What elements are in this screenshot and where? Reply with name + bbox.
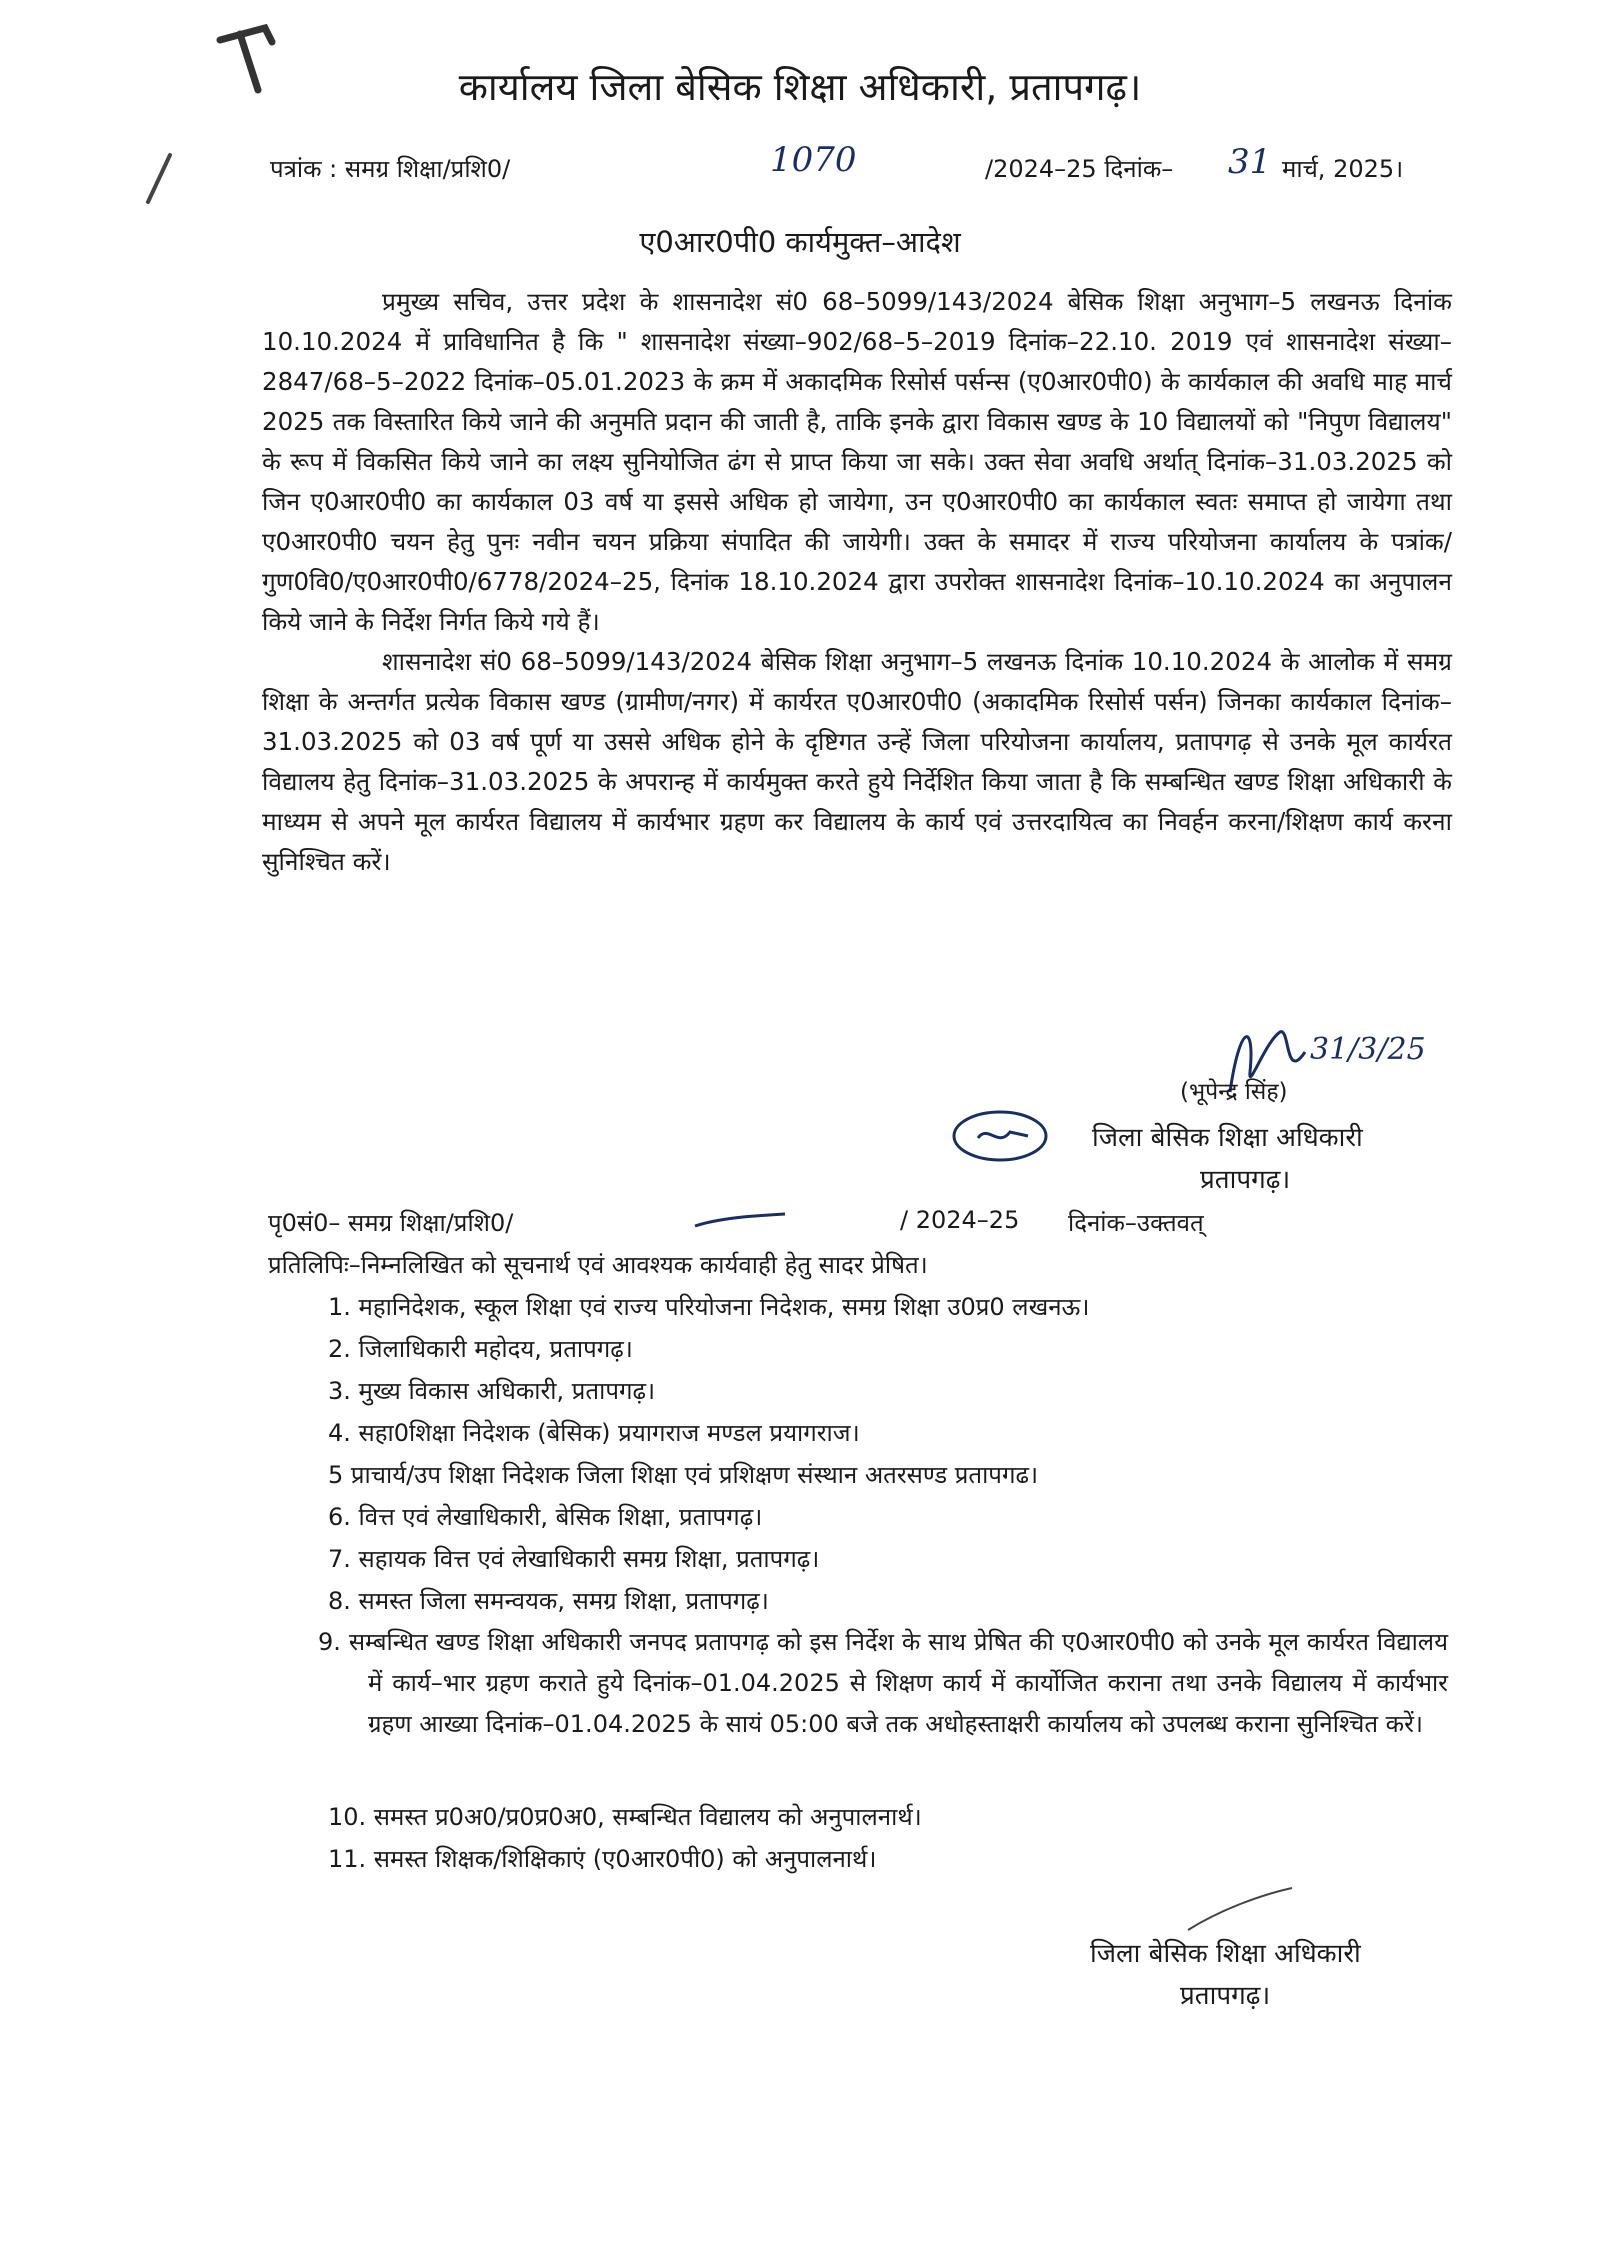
endorsement-ref-prefix: पृ0सं0– समग्र शिक्षा/प्रशि0/	[268, 1209, 514, 1237]
copy-item: 2. जिलाधिकारी महोदय, प्रतापगढ़।	[328, 1335, 633, 1363]
ref-month-year: मार्च, 2025।	[1282, 155, 1404, 183]
body-paragraphs	[262, 282, 1452, 882]
copy-item: 4. सहा0शिक्षा निदेशक (बेसिक) प्रयागराज मण्डल प्रयागराज।	[328, 1419, 860, 1447]
office-title: कार्यालय जिला बेसिक शिक्षा अधिकारी, प्रतापगढ़।	[458, 65, 1142, 109]
initials-loop	[948, 1106, 1058, 1166]
ref-day-handwritten: 31	[1228, 142, 1272, 182]
pen-stroke-left	[140, 150, 180, 210]
ref-number-handwritten: 1070	[770, 140, 857, 180]
copy-intro: प्रतिलिपिः–निम्नलिखित को सूचनार्थ एवं आवश्यक कार्यवाही हेतु सादर प्रेषित।	[268, 1251, 928, 1279]
copy-item: 8. समस्त जिला समन्वयक, समग्र शिक्षा, प्रतापगढ़।	[328, 1587, 769, 1615]
signatory-designation: जिला बेसिक शिक्षा अधिकारी	[1092, 1123, 1363, 1153]
copy-item-9	[318, 1622, 1448, 1745]
paragraph-2: शासनादेश सं0 68–5099/143/2024 बेसिक शिक्षा अनुभाग–5 लखनऊ दिनांक 10.10.2024 के आलोक में समग्र शिक्षा के अन्तर्गत प्रत्येक विकास खण्ड (ग्रामीण/नगर) में कार्यरत ए0आर0पी0 (अकादमिक रिसोर्स पर्सन) जिनका कार्यकाल दिनांक–31.03.2025 को 03 वर्ष पूर्ण या उससे अधिक होने के दृष्टिगत उन्हें जिला परियोजना कार्यालय, प्रतापगढ़ से उनके मूल कार्यरत विद्यालय हेतु दिनांक–31.03.2025 के अपरान्ह में कार्यमुक्त करते हुये निर्देशित किया जाता है कि सम्बन्धित खण्ड शिक्षा अधिकारी के माध्यम से अपने मूल कार्यरत विद्यालय में कार्यभार ग्रहण कर विद्यालय के कार्य एवं उत्तरदायित्व का निवर्हन करना/शिक्षण कार्य करना सुनिश्चित करें।	[262, 647, 1452, 876]
endorsement-ref-stroke	[690, 1206, 790, 1236]
copy-item: 7. सहायक वित्त एवं लेखाधिकारी समग्र शिक्षा, प्रतापगढ़।	[328, 1545, 820, 1573]
endorsement-ref-year: / 2024–25	[900, 1206, 1020, 1234]
subject-heading: ए0आर0पी0 कार्यमुक्त–आदेश	[639, 225, 961, 259]
signature-stroke-2	[1180, 1880, 1300, 1940]
ref-year-date: /2024–25 दिनांक–	[985, 155, 1174, 183]
paragraph-1: प्रमुख्य सचिव, उत्तर प्रदेश के शासनादेश सं0 68–5099/143/2024 बेसिक शिक्षा अनुभाग–5 लखनऊ दिनांक 10.10.2024 में प्राविधानित है कि " शासनादेश संख्या–902/68–5–2019 दिनांक–22.10. 2019 एवं शासनादेश संख्या–2847/68–5–2022 दिनांक–05.01.2023 के क्रम में अकादमिक रिसोर्स पर्सन्स (ए0आर0पी0) के कार्यकाल की अवधि माह मार्च 2025 तक विस्तारित किये जाने की अनुमति प्रदान की जाती है, ताकि इनके द्वारा विकास खण्ड के 10 विद्यालयों को "निपुण विद्यालय" के रूप में विकसित किये जाने का लक्ष्य सुनियोजित ढंग से प्राप्त किया जा सके। उक्त सेवा अवधि अर्थात् दिनांक–31.03.2025 को जिन ए0आर0पी0 का कार्यकाल 03 वर्ष या इससे अधिक हो जायेगा, उन ए0आर0पी0 का कार्यकाल स्वतः समाप्त हो जायेगा तथा ए0आर0पी0 चयन हेतु पुनः नवीन चयन प्रक्रिया संपादित की जायेगी। उक्त के समादर में राज्य परियोजना कार्यालय के पत्रांक/ गुण0वि0/ए0आर0पी0/6778/2024–25, दिनांक 18.10.2024 द्वारा उपरोक्त शासनादेश दिनांक–10.10.2024 का अनुपालन किये जाने के निर्देश निर्गत किये गये हैं।	[262, 287, 1452, 636]
copy-item-10: 10. समस्त प्र0अ0/प्र0प्र0अ0, सम्बन्धित विद्यालय को अनुपालनार्थ।	[328, 1803, 922, 1831]
endorsement-ref-date: दिनांक–उक्तवत्	[1068, 1209, 1204, 1237]
copy-item-9-text: सम्बन्धित खण्ड शिक्षा अधिकारी जनपद प्रतापगढ़ को इस निर्देश के साथ प्रेषित की ए0आर0पी0 को उनके मूल कार्यरत विद्यालय में कार्य–भार ग्रहण कराते हुये दिनांक–01.04.2025 से शिक्षण कार्य में कार्योजित कराना तथा उनके विद्यालय में कार्यभार ग्रहण आख्या दिनांक–01.04.2025 के सायं 05:00 बजे तक अधोहस्ताक्षरी कार्यालय को उपलब्ध कराना सुनिश्चित करें।	[348, 1628, 1448, 1738]
signatory2-place: प्रतापगढ़।	[1180, 1981, 1271, 2011]
signatory-name: (भूपेन्द्र सिंह)	[1180, 1079, 1288, 1105]
copy-item-9-number: 9.	[318, 1628, 341, 1656]
copy-item: 3. मुख्य विकास अधिकारी, प्रतापगढ़।	[328, 1377, 656, 1405]
signatory2-designation: जिला बेसिक शिक्षा अधिकारी	[1090, 1939, 1361, 1969]
copy-item: 1. महानिदेशक, स्कूल शिक्षा एवं राज्य परियोजना निदेशक, समग्र शिक्षा उ0प्र0 लखनऊ।	[328, 1293, 1090, 1321]
signatory-place: प्रतापगढ़।	[1200, 1165, 1291, 1195]
signature-date-handwritten: 31/3/25	[1310, 1032, 1426, 1067]
copy-item-11: 11. समस्त शिक्षक/शिक्षिकाएं (ए0आर0पी0) को अनुपालनार्थ।	[328, 1845, 877, 1873]
copy-item: 6. वित्त एवं लेखाधिकारी, बेसिक शिक्षा, प्रतापगढ़।	[328, 1503, 763, 1531]
ref-prefix: पत्रांक : समग्र शिक्षा/प्रशि0/	[270, 155, 511, 183]
copy-item: 5 प्राचार्य/उप शिक्षा निदेशक जिला शिक्षा एवं प्रशिक्षण संस्थान अतरसण्ड प्रतापगढ।	[328, 1461, 1039, 1489]
